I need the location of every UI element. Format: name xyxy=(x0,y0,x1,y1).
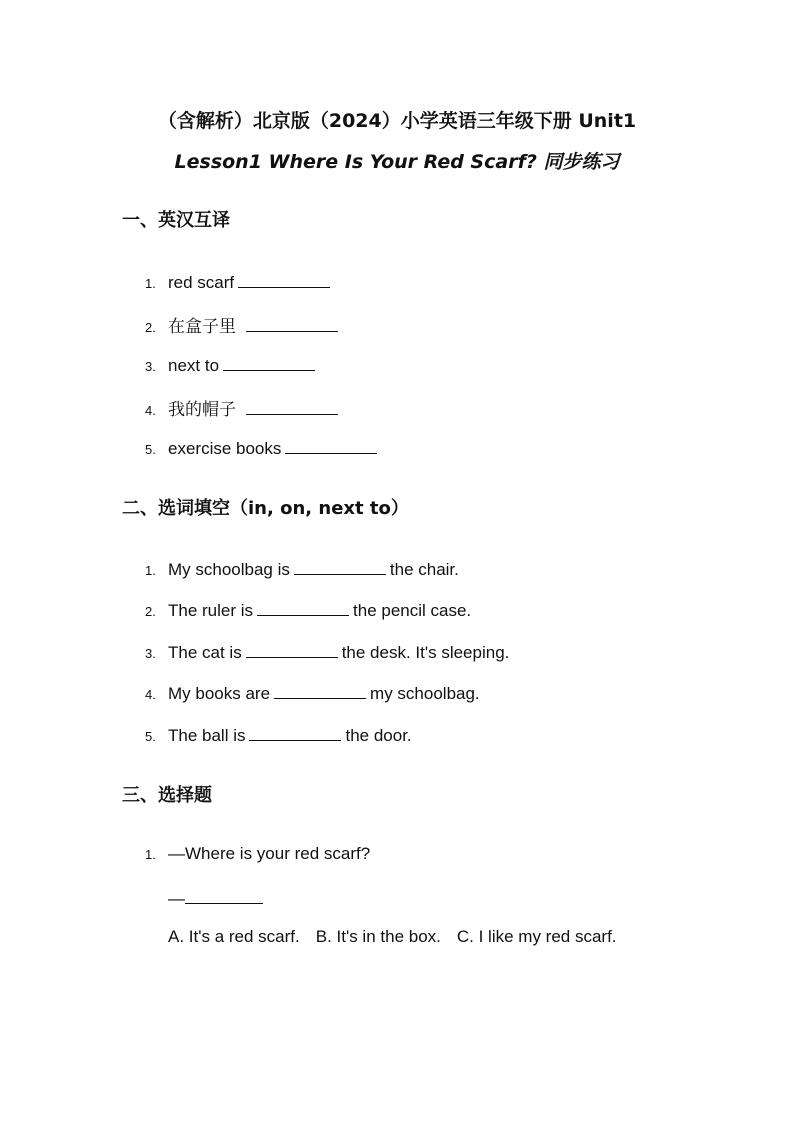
item-number: 1. xyxy=(145,563,156,578)
sentence-start: The cat is xyxy=(168,643,242,662)
list-item xyxy=(145,270,334,293)
section3-heading: 三、选择题 xyxy=(122,785,212,806)
answer-blank[interactable] xyxy=(246,314,338,332)
item-number: 2. xyxy=(145,320,156,335)
sentence-end: the desk. It's sleeping. xyxy=(341,643,510,662)
list-item xyxy=(145,395,342,420)
answer-blank[interactable] xyxy=(285,436,377,454)
list-item xyxy=(145,640,509,663)
options-row xyxy=(168,927,633,947)
answer-line xyxy=(168,886,267,909)
answer-blank[interactable] xyxy=(246,640,338,658)
answer-blank[interactable] xyxy=(257,598,349,616)
document-title-line1: （含解析）北京版（2024）小学英语三年级下册 Unit1 xyxy=(157,110,637,132)
question-item xyxy=(145,844,370,864)
list-item xyxy=(145,312,342,337)
section1-heading: 一、英汉互译 xyxy=(122,210,230,231)
item-text: 我的帽子 xyxy=(168,400,236,419)
list-item xyxy=(145,723,412,746)
answer-prefix: — xyxy=(168,889,185,908)
list-item xyxy=(145,353,319,376)
item-text: next to xyxy=(168,356,220,375)
list-item xyxy=(145,436,381,459)
answer-blank[interactable] xyxy=(249,723,341,741)
list-item xyxy=(145,681,480,704)
item-number: 1. xyxy=(145,276,156,291)
sentence-start: The ruler is xyxy=(168,601,254,620)
item-number: 3. xyxy=(145,646,156,661)
section2-heading: 二、选词填空（in, on, next to） xyxy=(122,498,409,519)
list-item xyxy=(145,557,459,580)
item-number: 2. xyxy=(145,604,156,619)
sentence-end: the door. xyxy=(345,726,412,745)
sentence-start: The ball is xyxy=(168,726,246,745)
item-number: 4. xyxy=(145,403,156,418)
item-text: exercise books xyxy=(168,439,282,458)
item-text: 在盒子里 xyxy=(168,317,236,336)
option-a[interactable]: A. It's a red scarf. xyxy=(168,927,300,946)
item-number: 3. xyxy=(145,359,156,374)
sentence-start: My books are xyxy=(168,684,271,703)
item-number: 4. xyxy=(145,687,156,702)
question-text: —Where is your red scarf? xyxy=(168,844,371,863)
document-title-line2: Lesson1 Where Is Your Red Scarf? 同步练习 xyxy=(174,151,620,173)
answer-blank[interactable] xyxy=(294,557,386,575)
answer-blank[interactable] xyxy=(223,353,315,371)
item-number: 5. xyxy=(145,729,156,744)
sentence-start: My schoolbag is xyxy=(168,560,290,579)
item-number: 5. xyxy=(145,442,156,457)
sentence-end: the chair. xyxy=(389,560,459,579)
sentence-end: the pencil case. xyxy=(353,601,472,620)
item-number: 1. xyxy=(145,847,156,862)
option-c[interactable]: C. I like my red scarf. xyxy=(456,927,617,946)
item-text: red scarf xyxy=(168,273,235,292)
sentence-end: my schoolbag. xyxy=(370,684,480,703)
option-b[interactable]: B. It's in the box. xyxy=(315,927,441,946)
answer-blank[interactable] xyxy=(185,886,263,904)
answer-blank[interactable] xyxy=(274,681,366,699)
list-item xyxy=(145,598,471,621)
answer-blank[interactable] xyxy=(246,397,338,415)
answer-blank[interactable] xyxy=(238,270,330,288)
